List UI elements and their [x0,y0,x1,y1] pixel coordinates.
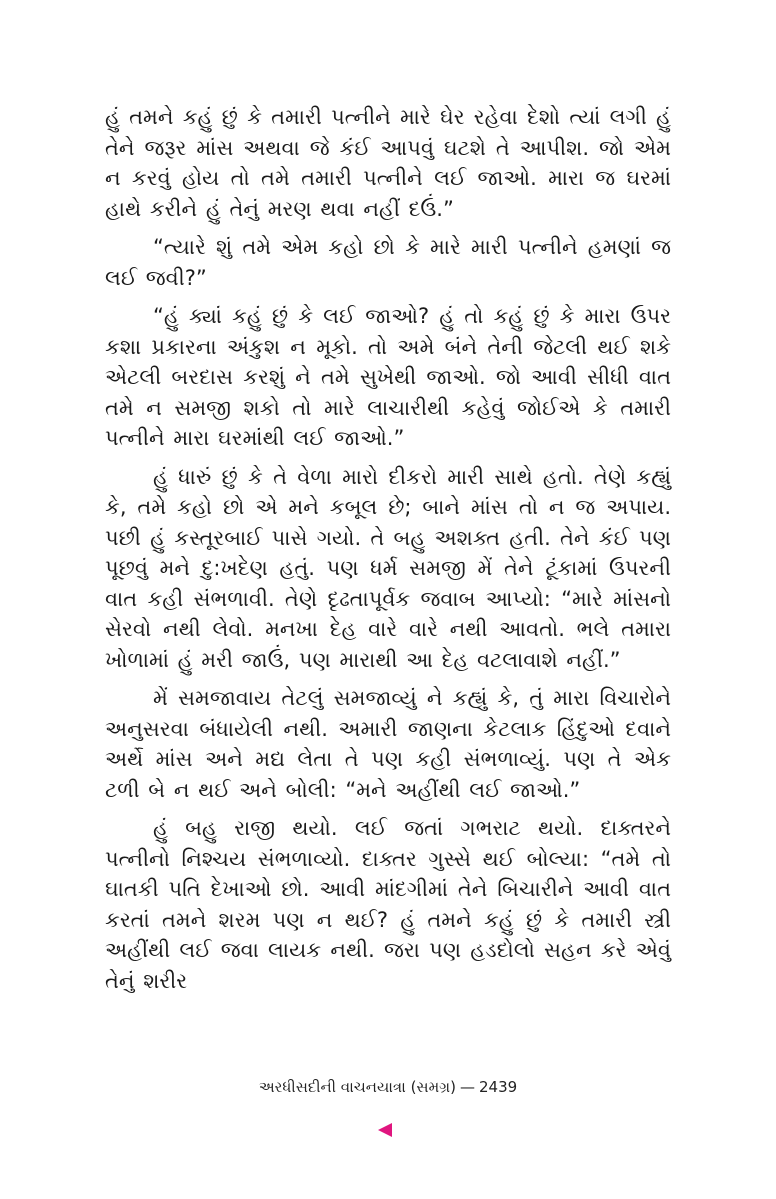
paragraph-6: હું બહુ રાજી થયો. લઈ જતાં ગભરાટ થયો. દાક્તરને પત્નીનો નિશ્ચય સંભળાવ્યો. દાક્તર ગુસ્સે થઈ બોલ્યા: “તમે તો ઘાતકી પતિ દેખાઓ છો. આવી માંદગીમાં તેને બિચારીને આવી વાત કરતાં તમને શરમ પણ ન થઈ? હું તમને કહું છું કે તમારી સ્ત્રી અહીંથી લઈ જવા લાયક નથી. જરા પણ હડદોલો સહન કરે એવું તેનું શરીર [105,816,671,993]
page-number: 2439 [478,1078,518,1096]
body-text [105,102,671,996]
paragraph-2: “ત્યારે શું તમે એમ કહો છો કે મારે મારી પત્નીને હમણાં જ લઈ જવી?” [105,235,671,290]
paragraph-5: મેં સમજાવાય તેટલું સમજાવ્યું ને કહ્યું કે, તું મારા વિચારોને અનુસરવા બંધાયેલી નથી. અમારી જાણના કેટલાક હિંદુઓ દવાને અર્થે માંસ અને મદ્ય લેતા તે પણ કહી સંભળાવ્યું. પણ તે એક ટળી બે ન થઈ અને બોલી: “મને અહીંથી લઈ જાઓ.” [105,686,671,802]
paragraph-3: “હું ક્યાં કહું છું કે લઈ જાઓ? હું તો કહું છું કે મારા ઉપર કશા પ્રકારના અંકુશ ન મૂકો. તો અમે બંને તેની જેટલી થઈ શકે એટલી બરદાસ કરશું ને તમે સુખેથી જાઓ. જો આવી સીધી વાત તમે ન સમજી શકો તો મારે લાચારીથી કહેવું જોઈએ કે તમારી પત્નીને મારા ઘરમાંથી લઈ જાઓ.” [105,304,671,450]
page-footer [0,1078,776,1096]
paragraph-1: હું તમને કહું છું કે તમારી પત્નીને મારે ઘેર રહેવા દેશો ત્યાં લગી હું તેને જરૂર માંસ અથવા જે કંઈ આપવું ઘટશે તે આપીશ. જો એમ ન કરવું હોય તો તમે તમારી પત્નીને લઈ જાઓ. મારા જ ઘરમાં હાથે કરીને હું તેનું મરણ થવા નહીં દઉં.” [105,105,671,221]
book-title: અરધીસદીની વાચનયાત્રા (સમગ્ર) [258,1078,456,1096]
triangle-left-icon[interactable] [378,1123,392,1137]
footer-separator: — [459,1078,475,1096]
paragraph-4: હું ધારું છું કે તે વેળા મારો દીકરો મારી સાથે હતો. તેણે કહ્યું કે, તમે કહો છો એ મને કબૂલ છે; બાને માંસ તો ન જ અપાય. પછી હું કસ્તૂરબાઈ પાસે ગયો. તે બહુ અશક્ત હતી. તેને કંઈ પણ પૂછવું મને દુ:ખદેણ હતું. પણ ધર્મ સમજી મેં તેને ટૂંકામાં ઉપરની વાત કહી સંભળાવી. તેણે દૃઢતાપૂર્વક જવાબ આપ્યો: “મારે માંસનો સેરવો નથી લેવો. મનખા દેહ વારે વારે નથી આવતો. ભલે તમારા ખોળામાં હું મરી જાઉં, પણ મારાથી આ દેહ વટલાવાશે નહીં.” [105,464,671,672]
